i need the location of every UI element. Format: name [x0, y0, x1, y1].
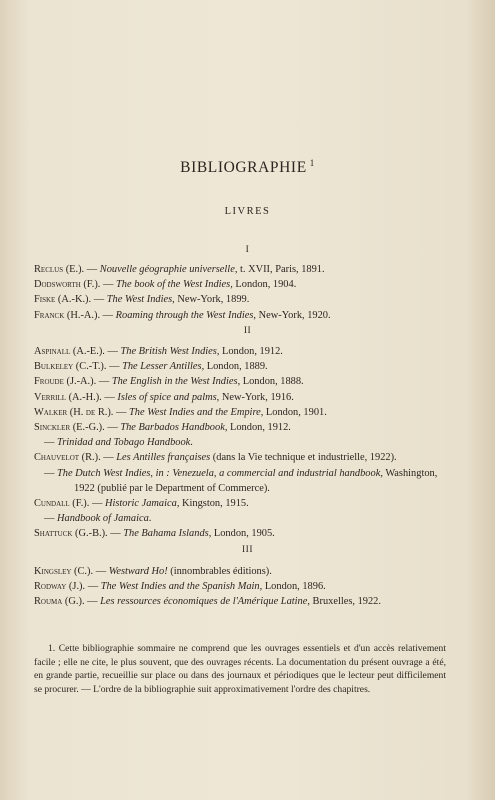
- entry-title: The book of the West Indies: [116, 279, 231, 291]
- entry-title: Les Antilles françaises: [116, 452, 211, 464]
- entry-separator: —: [107, 528, 124, 540]
- entry-title: Nouvelle géographie universelle: [99, 264, 235, 275]
- entry-details: , London, 1912.: [216, 346, 283, 357]
- entry-title: The Dutch West Indies, in : Venezuela, a commercial and industrial handbook: [57, 467, 381, 479]
- section-2-list: [34, 344, 444, 542]
- bibliography-entry: [34, 390, 444, 405]
- entry-separator: —: [85, 581, 101, 593]
- section-heading: LIVRES: [224, 206, 271, 217]
- entry-author: Dodsworth (F.).: [34, 279, 101, 291]
- entry-author: Chauvelot (R.).: [34, 452, 101, 464]
- entry-author: Reclus (E.).: [34, 264, 85, 275]
- section-3-list: [34, 564, 444, 610]
- bibliography-entry: [34, 466, 444, 496]
- entry-author: Cundall (F.).: [34, 498, 90, 510]
- entry-title: Isles of spice and palms: [117, 391, 217, 403]
- entry-details: , London, 1912.: [224, 422, 291, 434]
- entry-author: Rodway (J.).: [34, 581, 86, 593]
- bibliography-entry: [34, 374, 444, 389]
- entry-details: , London, 1905.: [208, 528, 275, 540]
- entry-title: The West Indies and the Empire: [129, 406, 261, 418]
- entry-author: Walker (H. de R.).: [34, 406, 114, 418]
- entry-details: (dans la Vie technique et industrielle, 1922).: [210, 452, 397, 464]
- bibliography-entry: [34, 277, 444, 292]
- entry-title: The West Indies: [106, 294, 173, 306]
- entry-details: , London, 1901.: [260, 406, 327, 418]
- bibliography-entry: [34, 579, 444, 594]
- entry-separator: —: [104, 422, 121, 434]
- bibliography-entry: [34, 308, 444, 323]
- entry-details: , New-York, 1920.: [253, 309, 331, 321]
- entry-title: The West Indies and the Spanish Main: [100, 581, 260, 593]
- entry-separator: —: [44, 513, 57, 525]
- entry-separator: —: [106, 361, 123, 373]
- bibliography-entry: [34, 526, 444, 541]
- entry-details: , London, 1888.: [237, 376, 304, 388]
- section-1-list: [34, 262, 444, 323]
- entry-details: , New-York, 1899.: [172, 294, 250, 306]
- entry-title: Historic Jamaica: [104, 498, 177, 510]
- footnote: [34, 642, 446, 696]
- entry-separator: —: [100, 279, 117, 291]
- entry-details: (innombrables éditions).: [167, 566, 272, 577]
- entry-details: .: [148, 513, 152, 525]
- entry-separator: —: [101, 391, 118, 403]
- bibliography-entry: [34, 405, 444, 420]
- entry-title: Westward Ho!: [108, 566, 168, 577]
- entry-details: , Washington, 1922 (publié par le Department of Commerce).: [74, 467, 438, 494]
- entry-title: The British West Indies: [120, 346, 217, 357]
- bibliography-entry: [34, 359, 444, 374]
- entry-author: Fiske (A.-K.).: [34, 294, 92, 306]
- footnote-text: 1. Cette bibliographie sommaire ne comprend que les ouvrages essentiels et d'un accès relativement facile ; elle ne cite, le plus souvent, que des ouvrages récents. La documentation du présent ouvrage a été, en grande partie, recueillie sur place ou dans des journaux et périodiques que le lecteur peut difficilement se procurer. — L'ordre de la bibliographie suit approximativement l'ordre des chapitres.: [34, 643, 446, 695]
- bibliography-entry: [34, 435, 444, 450]
- section-numeral: III: [242, 545, 253, 555]
- bibliography-entry: [34, 262, 444, 277]
- entry-separator: —: [84, 596, 101, 608]
- entry-author: Sinckler (E.-G.).: [34, 422, 105, 434]
- entry-author: Verrill (A.-H.).: [34, 391, 102, 403]
- entry-title: The English in the West Indies: [111, 376, 238, 388]
- entry-separator: —: [113, 406, 130, 418]
- entry-title: The Bahama Islands: [123, 528, 209, 540]
- entry-separator: —: [84, 264, 100, 275]
- bibliography-entry: [34, 594, 444, 609]
- entry-details: , New-York, 1916.: [216, 391, 294, 403]
- entry-title: The Lesser Antilles: [122, 361, 202, 373]
- footnote-marker: 1: [309, 158, 315, 168]
- entry-details: , t. XVII, Paris, 1891.: [234, 264, 325, 275]
- entry-separator: —: [93, 566, 109, 577]
- entry-details: , Bruxelles, 1922.: [307, 596, 381, 608]
- bibliography-entry: [34, 496, 444, 511]
- title-text: BIBLIOGRAPHIE: [180, 159, 307, 177]
- section-numeral: I: [245, 245, 250, 255]
- entry-separator: —: [100, 452, 117, 464]
- entry-title: Handbook of Jamaica: [57, 513, 149, 525]
- entry-separator: —: [44, 437, 57, 449]
- entry-separator: —: [44, 467, 57, 479]
- entry-author: Shattuck (G.-B.).: [34, 528, 108, 540]
- entry-author: Rouma (G.).: [34, 596, 85, 608]
- entry-separator: —: [96, 376, 112, 388]
- entry-author: Aspinall (A.-E.).: [34, 346, 105, 357]
- entry-title: Roaming through the West Indies: [115, 309, 254, 321]
- bibliography-entry: [34, 344, 444, 359]
- bibliography-entry: [34, 292, 444, 307]
- entry-details: , London, 1896.: [259, 581, 326, 593]
- entry-separator: —: [89, 498, 105, 510]
- entry-separator: —: [104, 346, 121, 357]
- entry-details: , Kingston, 1915.: [176, 498, 249, 510]
- entry-title: The Barbados Handbook: [120, 422, 225, 434]
- entry-separator: —: [100, 309, 116, 321]
- entry-separator: —: [91, 294, 107, 306]
- bibliography-entry: [34, 564, 444, 579]
- entry-author: Froude (J.-A.).: [34, 376, 97, 388]
- entry-author: Franck (H.-A.).: [34, 309, 101, 321]
- bibliography-entry: [34, 420, 444, 435]
- entry-title: Les ressources économiques de l'Amérique Latine: [100, 596, 308, 608]
- page-title: [0, 158, 495, 177]
- bibliography-entry: [34, 450, 444, 465]
- section-numeral: II: [243, 326, 252, 336]
- entry-details: .: [190, 437, 193, 449]
- bibliography-entry: [34, 511, 444, 526]
- entry-title: Trinidad and Tobago Handbook: [57, 437, 191, 449]
- entry-details: , London, 1889.: [201, 361, 268, 373]
- entry-author: Bulkeley (C.-T.).: [34, 361, 107, 373]
- entry-author: Kingsley (C.).: [34, 566, 94, 577]
- entry-details: , London, 1904.: [230, 279, 297, 291]
